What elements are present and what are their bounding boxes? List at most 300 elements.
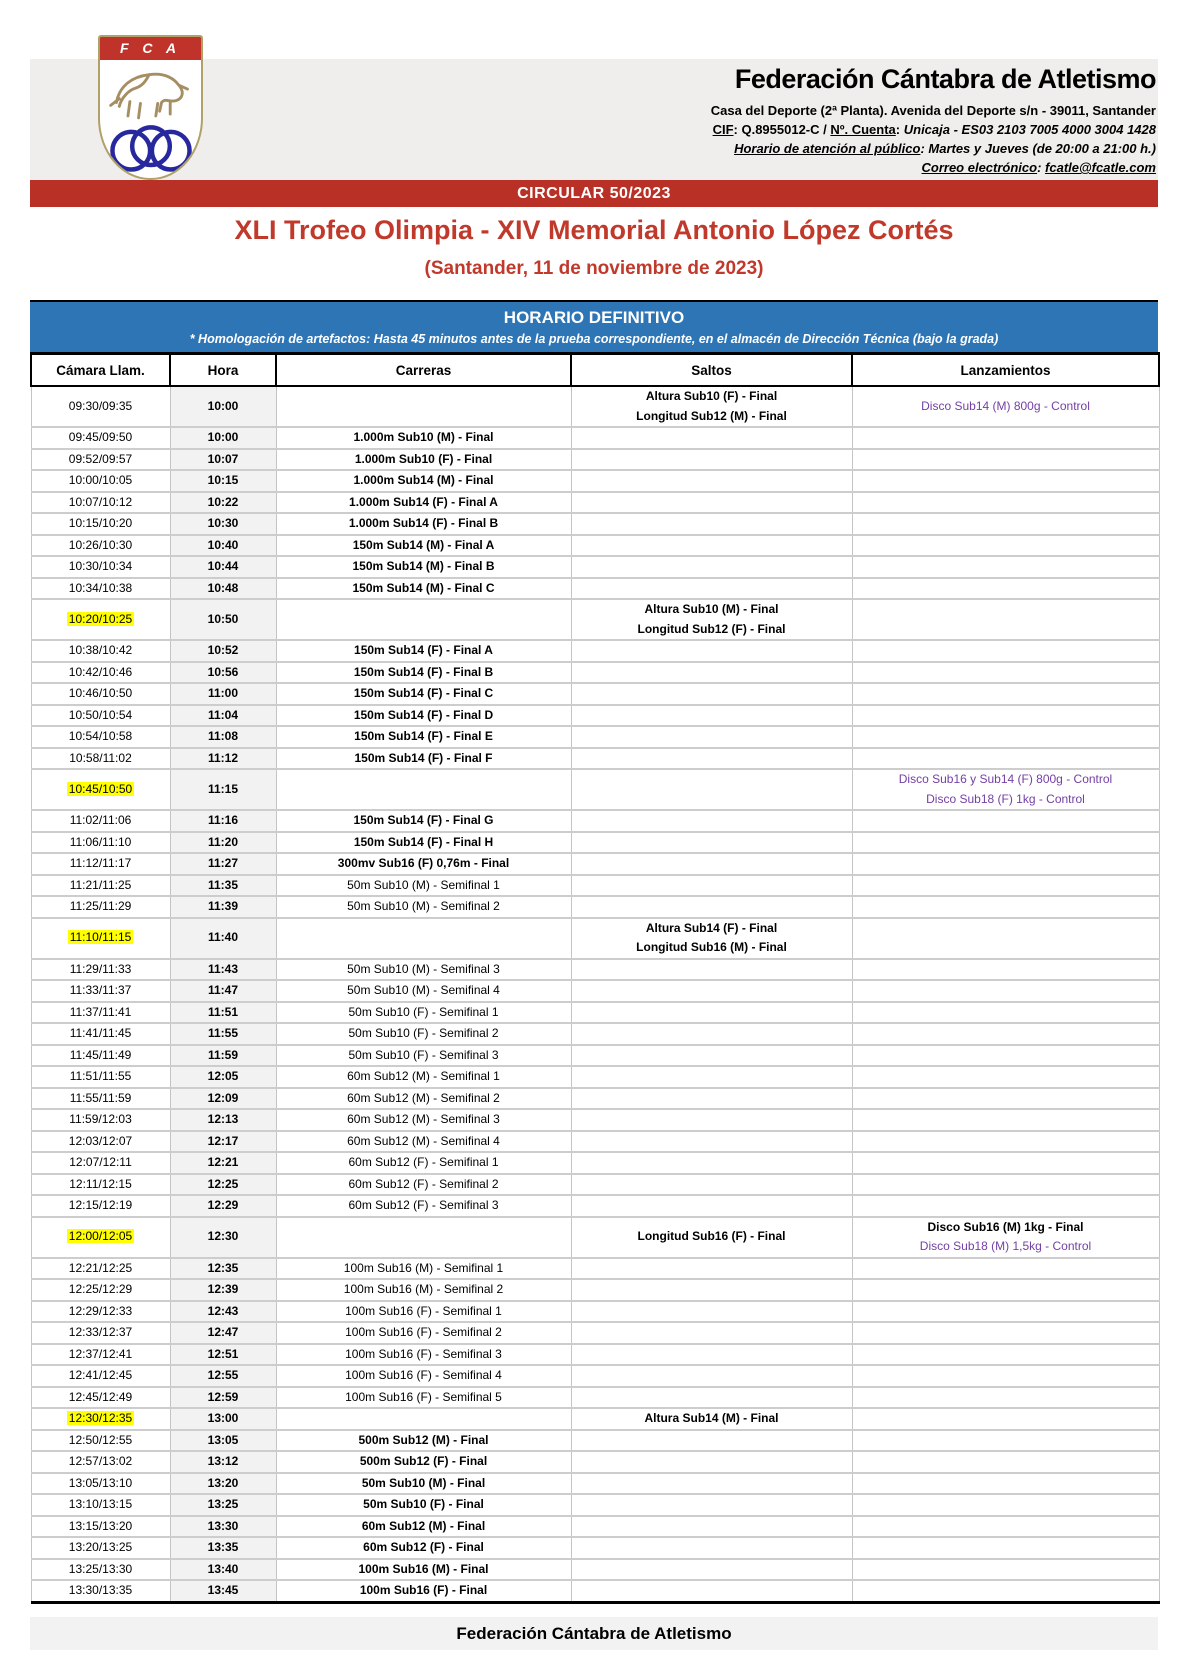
event-entry: 1.000m Sub10 (F) - Final: [354, 451, 493, 466]
cell-carreras: [276, 1131, 571, 1153]
cell-carreras: [276, 640, 571, 662]
cell-saltos: [571, 1217, 852, 1258]
cell-lanzamientos: [852, 1322, 1159, 1344]
table-row: [31, 427, 1159, 449]
cell-lanzamientos: [852, 386, 1159, 427]
cell-hora: 12:17: [170, 1131, 276, 1153]
table-row: [31, 1387, 1159, 1409]
cell-carreras: [276, 1088, 571, 1110]
cell-hora: 13:25: [170, 1494, 276, 1516]
cell-carreras: [276, 705, 571, 727]
bison-icon: [103, 60, 199, 122]
cell-carreras: [276, 1217, 571, 1258]
cell-carreras: [276, 1344, 571, 1366]
cell-lanzamientos: [852, 1002, 1159, 1024]
camara-time: 09:30/09:35: [68, 398, 133, 413]
event-entry: 150m Sub14 (M) - Final A: [352, 537, 495, 552]
table-note: * Homologación de artefactos: Hasta 45 minutos antes de la prueba correspondiente, en el almacén de Dirección Técnica (bajo la grada): [189, 332, 999, 346]
cell-camara-llam: [31, 1537, 170, 1559]
camara-time: 12:07/12:11: [69, 1155, 132, 1169]
fca-acronym: F C A: [100, 37, 201, 60]
cell-saltos: [571, 1387, 852, 1409]
table-row: [31, 748, 1159, 770]
cell-saltos: [571, 1279, 852, 1301]
camara-time: 13:20/13:25: [68, 1540, 133, 1554]
cell-saltos: [571, 1408, 852, 1430]
cell-carreras: [276, 1045, 571, 1067]
cell-saltos: [571, 1344, 852, 1366]
event-entry: Longitud Sub16 (M) - Final: [636, 940, 787, 954]
cell-carreras: [276, 427, 571, 449]
event-entry: 100m Sub16 (F) - Semifinal 5: [345, 1389, 502, 1404]
cell-camara-llam: [31, 1174, 170, 1196]
cell-carreras: [276, 832, 571, 854]
email-label: Correo electrónico: [921, 160, 1038, 175]
cell-carreras: [276, 683, 571, 705]
camara-time: 10:50/10:54: [68, 707, 133, 722]
camara-time: 12:11/12:15: [69, 1176, 132, 1191]
cell-lanzamientos: [852, 810, 1159, 832]
cell-carreras: [276, 1258, 571, 1280]
cell-hora: 11:27: [170, 853, 276, 875]
cell-lanzamientos: [852, 449, 1159, 471]
cell-lanzamientos: [852, 1217, 1159, 1258]
cell-camara-llam: [31, 492, 170, 514]
cell-camara-llam: [31, 1023, 170, 1045]
fca-logo: [98, 35, 203, 180]
cell-lanzamientos: [852, 896, 1159, 918]
cell-camara-llam: [31, 810, 170, 832]
table-row: [31, 896, 1159, 918]
table-row: [31, 1045, 1159, 1067]
table-header-band: [30, 300, 1158, 352]
cell-hora: 12:47: [170, 1322, 276, 1344]
cell-hora: 12:59: [170, 1387, 276, 1409]
cell-carreras: [276, 1451, 571, 1473]
cell-camara-llam: [31, 1387, 170, 1409]
cell-carreras: [276, 1195, 571, 1217]
cell-lanzamientos: [852, 1279, 1159, 1301]
cell-hora: 11:55: [170, 1023, 276, 1045]
cell-lanzamientos: [852, 578, 1159, 600]
cell-camara-llam: [31, 726, 170, 748]
cell-saltos: [571, 959, 852, 981]
camara-time: 11:59/12:03: [69, 1112, 132, 1126]
cell-camara-llam: [31, 1408, 170, 1430]
cell-saltos: [571, 492, 852, 514]
cell-saltos: [571, 449, 852, 471]
camara-time: 12:29/12:33: [68, 1303, 133, 1318]
cell-camara-llam: [31, 1109, 170, 1131]
address-line: Casa del Deporte (2ª Planta). Avenida del Deporte s/n - 39011, Santander: [710, 103, 1156, 118]
cell-hora: 11:35: [170, 875, 276, 897]
camara-time-highlighted: 10:20/10:25: [68, 611, 133, 626]
cell-lanzamientos: [852, 1066, 1159, 1088]
camara-time: 11:25/11:29: [69, 899, 132, 913]
table-row: [31, 1473, 1159, 1495]
table-row: [31, 1279, 1159, 1301]
camara-time: 13:25/13:30: [68, 1561, 133, 1576]
table-row: [31, 535, 1159, 557]
cell-saltos: [571, 1516, 852, 1538]
cell-camara-llam: [31, 578, 170, 600]
cell-camara-llam: [31, 1045, 170, 1067]
camara-time: 09:52/09:57: [68, 451, 133, 466]
cell-carreras: [276, 1322, 571, 1344]
cell-camara-llam: [31, 748, 170, 770]
cell-hora: 10:22: [170, 492, 276, 514]
event-entry: 50m Sub10 (F) - Final: [363, 1497, 484, 1511]
table-row: [31, 470, 1159, 492]
cell-hora: 13:40: [170, 1559, 276, 1581]
cell-hora: 13:20: [170, 1473, 276, 1495]
table-row: [31, 599, 1159, 640]
event-entry: 150m Sub14 (F) - Final E: [354, 729, 493, 743]
cell-lanzamientos: [852, 1152, 1159, 1174]
cell-lanzamientos: [852, 1195, 1159, 1217]
cell-lanzamientos: [852, 726, 1159, 748]
cell-camara-llam: [31, 1131, 170, 1153]
table-row: [31, 1217, 1159, 1258]
cell-carreras: [276, 1537, 571, 1559]
email-link[interactable]: fcatle@fcatle.com: [1045, 160, 1156, 175]
cell-hora: 10:40: [170, 535, 276, 557]
cell-camara-llam: [31, 470, 170, 492]
cell-camara-llam: [31, 1580, 170, 1602]
camara-time: 12:37/12:41: [68, 1346, 133, 1361]
event-entry: 60m Sub12 (M) - Final: [361, 1518, 486, 1533]
cell-saltos: [571, 726, 852, 748]
cell-hora: 10:00: [170, 386, 276, 427]
event-entry: 1.000m Sub14 (M) - Final: [353, 473, 494, 487]
cell-lanzamientos: [852, 1451, 1159, 1473]
camara-time: 12:57/13:02: [68, 1454, 133, 1468]
cell-hora: 11:39: [170, 896, 276, 918]
cell-lanzamientos: [852, 599, 1159, 640]
event-entry: 150m Sub14 (M) - Final C: [352, 580, 495, 595]
cell-hora: 11:12: [170, 748, 276, 770]
cell-carreras: [276, 1365, 571, 1387]
cell-lanzamientos: [852, 1473, 1159, 1495]
cell-carreras: [276, 726, 571, 748]
cell-saltos: [571, 1580, 852, 1602]
camara-time: 10:42/10:46: [68, 664, 133, 679]
event-entry: 100m Sub16 (F) - Semifinal 2: [345, 1325, 502, 1339]
cell-hora: 11:20: [170, 832, 276, 854]
camara-time: 10:00/10:05: [68, 473, 133, 487]
event-entry: Altura Sub14 (M) - Final: [644, 1411, 779, 1425]
cell-lanzamientos: [852, 769, 1159, 810]
cell-carreras: [276, 470, 571, 492]
cell-carreras: [276, 1023, 571, 1045]
cell-saltos: [571, 705, 852, 727]
camara-time: 10:54/10:58: [68, 729, 133, 743]
event-entry: Altura Sub10 (F) - Final: [645, 389, 778, 403]
cell-carreras: [276, 599, 571, 640]
cell-carreras: [276, 875, 571, 897]
circular-banner: CIRCULAR 50/2023: [30, 180, 1158, 207]
cell-lanzamientos: [852, 556, 1159, 578]
camara-time: 11:51/11:55: [69, 1069, 132, 1083]
cell-saltos: [571, 1195, 852, 1217]
cell-saltos: [571, 832, 852, 854]
column-header-lanzamientos: Lanzamientos: [852, 354, 1159, 387]
cell-lanzamientos: [852, 492, 1159, 514]
cell-saltos: [571, 662, 852, 684]
cell-hora: 12:29: [170, 1195, 276, 1217]
column-header-hora: Hora: [170, 354, 276, 387]
camara-time: 12:15/12:19: [68, 1198, 133, 1212]
cell-hora: 12:09: [170, 1088, 276, 1110]
camara-time: 10:15/10:20: [68, 516, 133, 530]
camara-time: 13:30/13:35: [68, 1583, 133, 1597]
table-row: [31, 918, 1159, 959]
cif-label: CIF: [712, 122, 734, 137]
event-entry: Longitud Sub16 (F) - Final: [637, 1229, 786, 1244]
cell-saltos: [571, 1451, 852, 1473]
cell-camara-llam: [31, 449, 170, 471]
camara-time-highlighted: 12:00/12:05: [68, 1229, 133, 1244]
cell-carreras: [276, 1494, 571, 1516]
cell-carreras: [276, 980, 571, 1002]
cell-hora: 10:30: [170, 513, 276, 535]
table-row: [31, 769, 1159, 810]
cell-lanzamientos: [852, 1344, 1159, 1366]
cell-camara-llam: [31, 1066, 170, 1088]
camara-time: 12:45/12:49: [68, 1389, 133, 1404]
cell-camara-llam: [31, 1301, 170, 1323]
table-row: [31, 1322, 1159, 1344]
cell-lanzamientos: [852, 832, 1159, 854]
cell-carreras: [276, 386, 571, 427]
event-entry: 150m Sub14 (F) - Final D: [353, 707, 494, 722]
table-row: [31, 683, 1159, 705]
event-entry: 100m Sub16 (F) - Final: [359, 1583, 488, 1597]
table-row: [31, 578, 1159, 600]
cell-lanzamientos: [852, 918, 1159, 959]
cell-lanzamientos: [852, 1559, 1159, 1581]
table-row: [31, 705, 1159, 727]
table-row: [31, 386, 1159, 427]
table-row: [31, 1109, 1159, 1131]
cell-carreras: [276, 853, 571, 875]
table-row: [31, 1344, 1159, 1366]
cell-lanzamientos: [852, 1408, 1159, 1430]
cell-saltos: [571, 1430, 852, 1452]
event-entry: 150m Sub14 (F) - Final G: [353, 813, 494, 827]
cell-saltos: [571, 535, 852, 557]
camara-time: 11:29/11:33: [69, 961, 132, 976]
cell-carreras: [276, 1174, 571, 1196]
cell-camara-llam: [31, 896, 170, 918]
cell-carreras: [276, 1430, 571, 1452]
cell-carreras: [276, 1152, 571, 1174]
cell-hora: 12:05: [170, 1066, 276, 1088]
event-entry: 50m Sub10 (F) - Semifinal 1: [348, 1004, 499, 1019]
cell-carreras: [276, 1002, 571, 1024]
schedule-body: [31, 386, 1159, 1602]
cell-carreras: [276, 1580, 571, 1602]
cell-carreras: [276, 959, 571, 981]
office-hours-line: [300, 139, 1156, 158]
cell-camara-llam: [31, 427, 170, 449]
event-entry: 60m Sub12 (M) - Semifinal 1: [347, 1069, 500, 1083]
office-hours-value: : Martes y Jueves (de 20:00 a 21:00 h.): [920, 141, 1156, 156]
event-entry: 100m Sub16 (M) - Semifinal 1: [343, 1260, 504, 1275]
cell-saltos: [571, 1537, 852, 1559]
camara-time: 12:33/12:37: [68, 1325, 133, 1339]
cuenta-sep: :: [895, 122, 904, 137]
table-row: [31, 1023, 1159, 1045]
camara-time: 12:25/12:29: [68, 1282, 133, 1296]
cell-carreras: [276, 1066, 571, 1088]
cell-camara-llam: [31, 1088, 170, 1110]
cell-lanzamientos: [852, 1088, 1159, 1110]
cell-lanzamientos: [852, 535, 1159, 557]
event-entry: 150m Sub14 (F) - Final F: [354, 750, 493, 765]
cell-lanzamientos: [852, 1045, 1159, 1067]
cell-camara-llam: [31, 853, 170, 875]
event-entry: 1.000m Sub14 (F) - Final A: [349, 494, 498, 509]
cell-lanzamientos: [852, 1258, 1159, 1280]
table-row: [31, 662, 1159, 684]
cell-carreras: [276, 1109, 571, 1131]
cell-camara-llam: [31, 1258, 170, 1280]
event-entry: Disco Sub16 y Sub14 (F) 800g - Control: [898, 772, 1113, 786]
table-row: [31, 1494, 1159, 1516]
cell-carreras: [276, 492, 571, 514]
table-row: [31, 492, 1159, 514]
table-row: [31, 959, 1159, 981]
camara-time-highlighted: 10:45/10:50: [68, 781, 133, 796]
camara-time: 11:37/11:41: [69, 1004, 132, 1019]
cell-saltos: [571, 640, 852, 662]
event-entry: 60m Sub12 (F) - Semifinal 2: [348, 1176, 499, 1191]
camara-time-highlighted: 11:10/11:15: [69, 930, 132, 945]
email-line: [300, 158, 1156, 177]
event-entry: 150m Sub14 (F) - Final A: [354, 643, 493, 657]
event-entry: 100m Sub16 (M) - Semifinal 2: [343, 1282, 504, 1296]
cell-saltos: [571, 1322, 852, 1344]
cell-lanzamientos: [852, 1365, 1159, 1387]
cell-hora: 13:12: [170, 1451, 276, 1473]
cell-camara-llam: [31, 683, 170, 705]
table-row: [31, 1195, 1159, 1217]
cell-lanzamientos: [852, 748, 1159, 770]
cell-saltos: [571, 1473, 852, 1495]
cell-saltos: [571, 1109, 852, 1131]
cell-saltos: [571, 1494, 852, 1516]
cell-hora: 10:48: [170, 578, 276, 600]
event-entry: 50m Sub10 (M) - Semifinal 4: [347, 983, 500, 997]
cell-camara-llam: [31, 1559, 170, 1581]
table-row: [31, 726, 1159, 748]
cell-saltos: [571, 918, 852, 959]
cell-saltos: [571, 1066, 852, 1088]
cell-camara-llam: [31, 832, 170, 854]
event-entry: 60m Sub12 (M) - Semifinal 2: [347, 1090, 500, 1105]
cell-hora: 12:51: [170, 1344, 276, 1366]
table-row: [31, 1559, 1159, 1581]
event-entry: 60m Sub12 (F) - Final: [363, 1540, 484, 1554]
cell-camara-llam: [31, 1344, 170, 1366]
cell-hora: 12:43: [170, 1301, 276, 1323]
camara-time: 12:41/12:45: [68, 1368, 133, 1382]
cell-camara-llam: [31, 513, 170, 535]
event-entry: Disco Sub14 (M) 800g - Control: [921, 398, 1090, 413]
cell-camara-llam: [31, 705, 170, 727]
cell-hora: 11:51: [170, 1002, 276, 1024]
cuenta-value: Unicaja - ES03 2103 7005 4000 3004 1428: [903, 122, 1156, 137]
cell-hora: 10:44: [170, 556, 276, 578]
cell-lanzamientos: [852, 1174, 1159, 1196]
cell-carreras: [276, 513, 571, 535]
event-entry: 50m Sub10 (M) - Semifinal 2: [347, 899, 500, 913]
cell-lanzamientos: [852, 1387, 1159, 1409]
cell-saltos: [571, 1301, 852, 1323]
cell-lanzamientos: [852, 705, 1159, 727]
event-entry: Longitud Sub12 (M) - Final: [636, 408, 787, 423]
schedule-table: [30, 352, 1160, 1604]
cuenta-label: Nº. Cuenta: [830, 122, 896, 137]
table-row: [31, 513, 1159, 535]
cell-hora: 12:21: [170, 1152, 276, 1174]
cell-saltos: [571, 470, 852, 492]
cell-saltos: [571, 810, 852, 832]
table-row: [31, 1131, 1159, 1153]
cell-hora: 13:35: [170, 1537, 276, 1559]
cell-saltos: [571, 578, 852, 600]
cell-hora: 11:00: [170, 683, 276, 705]
event-entry: Altura Sub10 (M) - Final: [644, 602, 779, 616]
camara-time: 11:45/11:49: [69, 1047, 132, 1062]
cell-camara-llam: [31, 1451, 170, 1473]
table-row: [31, 1516, 1159, 1538]
camara-time: 11:33/11:37: [69, 983, 132, 997]
event-entry: 50m Sub10 (M) - Final: [361, 1475, 486, 1490]
cell-hora: 11:43: [170, 959, 276, 981]
cell-saltos: [571, 1258, 852, 1280]
table-title: HORARIO DEFINITIVO: [503, 308, 685, 327]
cell-hora: 11:08: [170, 726, 276, 748]
table-row: [31, 449, 1159, 471]
cell-camara-llam: [31, 959, 170, 981]
cell-camara-llam: [31, 386, 170, 427]
event-entry: 60m Sub12 (M) - Semifinal 4: [347, 1133, 500, 1148]
cell-saltos: [571, 853, 852, 875]
event-entry: 150m Sub14 (F) - Final B: [353, 664, 494, 679]
camara-time: 09:45/09:50: [68, 430, 133, 444]
camara-time: 10:46/10:50: [68, 686, 133, 700]
cell-hora: 10:07: [170, 449, 276, 471]
cell-hora: 11:40: [170, 918, 276, 959]
cell-lanzamientos: [852, 853, 1159, 875]
event-entry: Disco Sub18 (M) 1,5kg - Control: [919, 1239, 1092, 1253]
camara-time: 13:15/13:20: [68, 1518, 133, 1533]
cell-camara-llam: [31, 640, 170, 662]
cell-hora: 10:15: [170, 470, 276, 492]
cell-hora: 12:55: [170, 1365, 276, 1387]
cell-saltos: [571, 980, 852, 1002]
email-sep: :: [1037, 160, 1046, 175]
table-row: [31, 853, 1159, 875]
cell-saltos: [571, 896, 852, 918]
event-entry: 100m Sub16 (F) - Semifinal 4: [345, 1368, 502, 1382]
cell-saltos: [571, 748, 852, 770]
org-name: Federación Cántabra de Atletismo: [734, 64, 1156, 94]
table-row: [31, 556, 1159, 578]
cell-carreras: [276, 810, 571, 832]
